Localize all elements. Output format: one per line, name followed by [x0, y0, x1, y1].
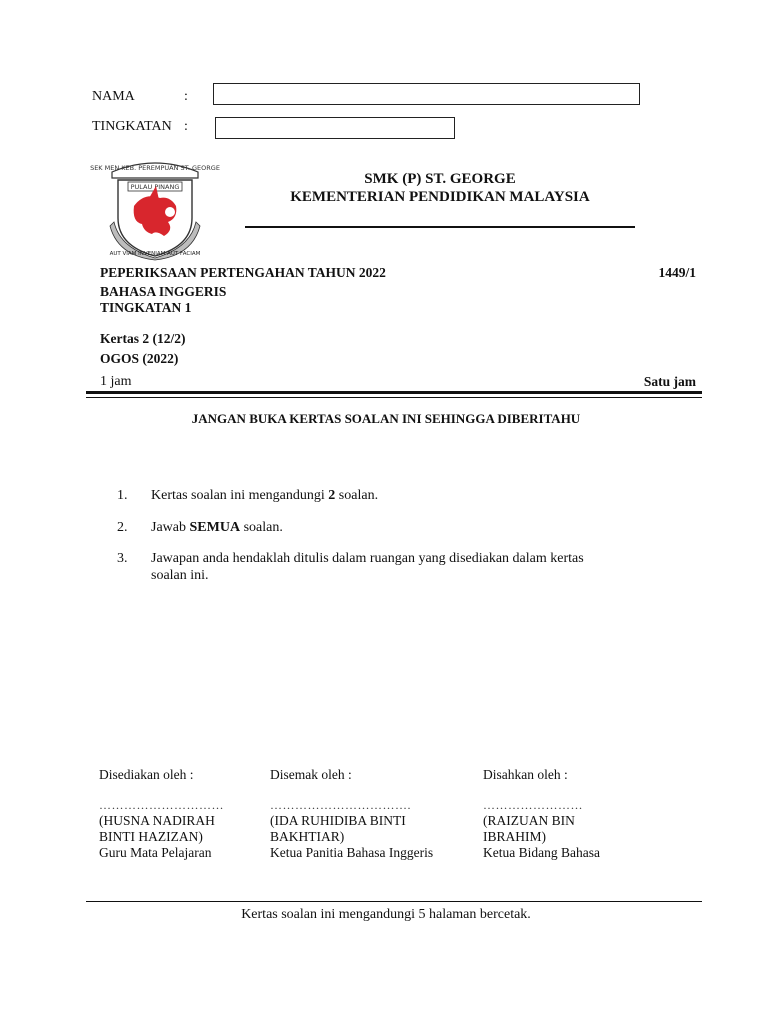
signature-name-line-2: IBRAHIM)	[483, 829, 546, 844]
signature-role: Ketua Panitia Bahasa Inggeris	[270, 845, 434, 860]
exam-month: OGOS (2022)	[100, 351, 179, 366]
signature-name-line-1: (HUSNA NADIRAH	[99, 813, 215, 828]
exam-subject: BAHASA INGGERIS	[100, 284, 227, 299]
signature-name-line-1: (IDA RUHIDIBA BINTI	[270, 813, 406, 828]
exam-code: 1449/1	[658, 265, 696, 280]
signature-name-line-2: BAKHTIAR)	[270, 829, 345, 844]
signature-role: Ketua Bidang Bahasa	[483, 845, 600, 860]
signature-heading: Disemak oleh :	[270, 767, 352, 782]
warning-text: JANGAN BUKA KERTAS SOALAN INI SEHINGGA DIBERITAHU	[191, 411, 581, 426]
ministry-name: KEMENTERIAN PENDIDIKAN MALAYSIA	[290, 189, 590, 205]
tingkatan-colon: :	[184, 119, 188, 134]
instruction-1-number: 1.	[117, 488, 128, 503]
instruction-2-number: 2.	[117, 520, 128, 535]
nama-label: NAMA	[92, 89, 135, 104]
instruction-2: Jawab SEMUA soalan.	[151, 520, 283, 535]
footer-rule	[86, 901, 702, 902]
instruction-1: Kertas soalan ini mengandungi 2 soalan.	[151, 488, 379, 503]
page-count-note: Kertas soalan ini mengandungi 5 halaman bercetak.	[241, 907, 531, 922]
school-name: SMK (P) ST. GEORGE	[364, 171, 516, 187]
signature-reviewed	[270, 767, 470, 861]
nama-input[interactable]	[213, 83, 640, 105]
crest-motto-text: AUT VIAM INVENIAM AUT FACIAM	[109, 251, 201, 257]
signature-role: Guru Mata Pelajaran	[99, 845, 212, 860]
signature-name-line-2: BINTI HAZIZAN)	[99, 829, 203, 844]
header-divider	[245, 226, 635, 228]
tingkatan-label: TINGKATAN	[92, 119, 172, 134]
signature-dots: …………………………	[99, 798, 224, 812]
double-rule-top	[86, 391, 702, 394]
exam-paper: Kertas 2 (12/2)	[100, 331, 186, 346]
duration-long: Satu jam	[643, 374, 696, 389]
signature-prepared	[99, 767, 259, 861]
crest-top-text: SEK MEN KEB. PEREMPUAN ST. GEORGE	[90, 164, 220, 172]
duration-short: 1 jam	[100, 374, 132, 389]
signature-approved	[483, 767, 683, 861]
instruction-3-line-1: Jawapan anda hendaklah ditulis dalam ruangan yang disediakan dalam kertas	[151, 551, 584, 566]
signature-name-line-1: (RAIZUAN BIN	[483, 813, 575, 828]
exam-title: PEPERIKSAAN PERTENGAHAN TAHUN 2022	[100, 265, 386, 280]
instruction-3-number: 3.	[117, 551, 128, 566]
exam-form: TINGKATAN 1	[100, 300, 192, 315]
school-crest	[90, 156, 220, 260]
signature-heading: Disahkan oleh :	[483, 767, 568, 782]
instruction-3-line-2: soalan ini.	[151, 568, 209, 583]
signature-dots: ……………………	[483, 798, 583, 812]
double-rule-bottom	[86, 397, 702, 398]
nama-colon: :	[184, 89, 188, 104]
tingkatan-input[interactable]	[215, 117, 455, 139]
signature-dots: …………………………….	[270, 798, 411, 812]
crest-banner-text: PULAU PINANG	[130, 183, 180, 191]
signature-heading: Disediakan oleh :	[99, 767, 194, 782]
